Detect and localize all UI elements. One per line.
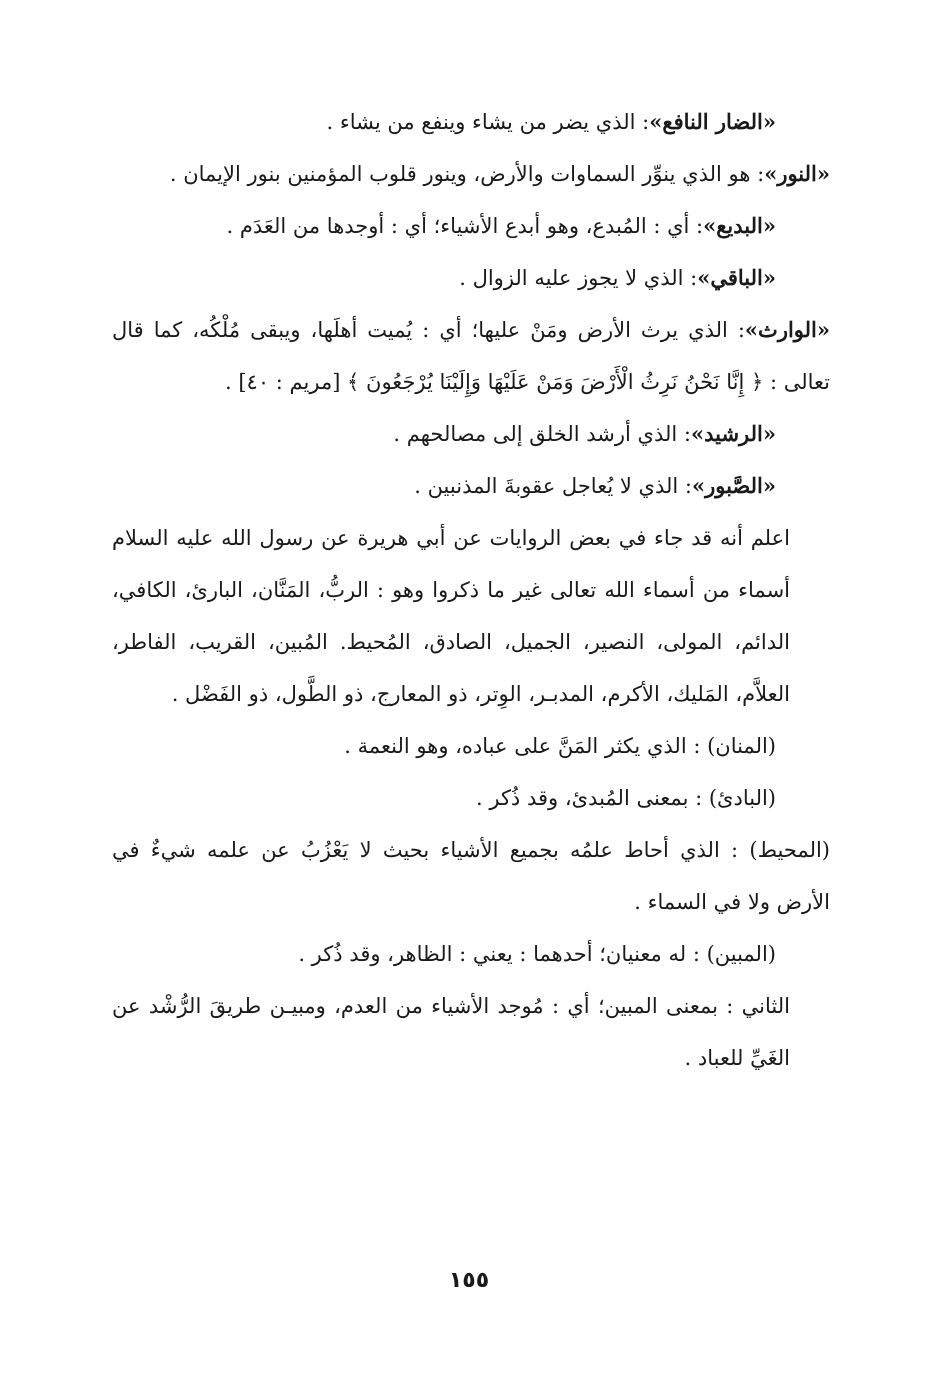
paragraph-dhar-nafi bbox=[112, 96, 830, 148]
paragraph-text: اعلم أنه قد جاء في بعض الروايات عن أبي هريرة عن رسول الله عليه السلام أسماء من أسماء الله تعالى غير ما ذكروا وهو : الربُّ، المَنَّان، البارئ، الكافي، الدائم، المولى، النصير، الجميل، الصادق، المُحيط. المُبين، القريب، الفاطر، العلاَّم، المَليك، الأكرم، المدبـر، الوِتر، ذو المعارج، ذو الطَّول، ذو الفَضْل . bbox=[112, 526, 790, 706]
paragraph-text: (المحيط) : الذي أحاط علمُه بجميع الأشياء بحيث لا يَعْزُبُ عن علمه شيءٌ في الأرض ولا في السماء . bbox=[112, 838, 830, 914]
page-number: ١٥٥ bbox=[448, 1268, 490, 1293]
term: «الصَّبور» bbox=[691, 473, 776, 498]
paragraph-badi-2 bbox=[112, 772, 830, 824]
paragraph-text: (المنان) : الذي يكثر المَنَّ على عباده، وهو النعمة . bbox=[344, 734, 776, 758]
definition: : الذي أرشد الخلق إلى مصالحهم . bbox=[393, 422, 691, 446]
paragraph-baqi bbox=[112, 252, 830, 304]
paragraph-warith bbox=[112, 304, 830, 408]
body-text bbox=[112, 96, 830, 1084]
paragraph-mannan bbox=[112, 720, 830, 772]
paragraph-sabur bbox=[112, 460, 830, 512]
paragraph-mubin bbox=[112, 928, 830, 980]
term: «الضار النافع» bbox=[649, 109, 776, 134]
paragraph-second-meaning bbox=[112, 980, 830, 1084]
definition: : الذي لا يجوز عليه الزوال . bbox=[459, 266, 698, 290]
term: «النور» bbox=[764, 161, 830, 186]
definition: : الذي يضر من يشاء وينفع من يشاء . bbox=[326, 110, 650, 134]
paragraph-muhit bbox=[112, 824, 830, 928]
paragraph-rashid bbox=[112, 408, 830, 460]
definition: : الذي يرث الأرض ومَنْ عليها؛ أي : يُميت أهلَها، ويبقى مُلْكُه، كما قال تعالى : ﴿ إِنَّا نَحْنُ نَرِثُ الْأَرْضَ وَمَنْ عَلَيْهَا وَإِلَيْنَا يُرْجَعُونَ ﴾ [مريم : ٤٠] . bbox=[112, 318, 830, 394]
term: «الباقي» bbox=[697, 265, 776, 290]
term: «البديع» bbox=[703, 213, 776, 238]
definition: : أي : المُبدع، وهو أبدع الأشياء؛ أي : أوجدها من العَدَم . bbox=[226, 214, 704, 238]
paragraph-nur bbox=[112, 148, 830, 200]
paragraph-text: الثاني : بمعنى المبين؛ أي : مُوجد الأشياء من العدم، ومبيـن طريقَ الرُّشْد عن الغَيِّ للعباد . bbox=[112, 994, 790, 1070]
paragraph-text: (المبين) : له معنيان؛ أحدهما : يعني : الظاهر، وقد ذُكر . bbox=[298, 942, 776, 966]
definition: : هو الذي ينوِّر السماوات والأرض، وينور قلوب المؤمنين بنور الإيمان . bbox=[169, 162, 765, 186]
term: «الوارث» bbox=[744, 317, 830, 342]
paragraph-badi bbox=[112, 200, 830, 252]
paragraph-additional-names bbox=[112, 512, 830, 720]
paragraph-text: (البادئ) : بمعنى المُبدئ، وقد ذُكر . bbox=[476, 786, 776, 810]
term: «الرشيد» bbox=[690, 421, 776, 446]
definition: : الذي لا يُعاجل عقوبةَ المذنبين . bbox=[414, 474, 692, 498]
